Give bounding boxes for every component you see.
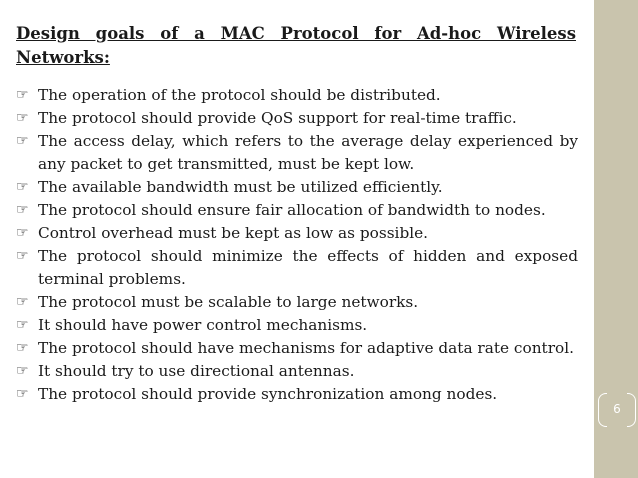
list-item [16, 360, 578, 383]
pointing-hand-icon: ☞ [16, 340, 29, 356]
pointing-hand-icon: ☞ [16, 248, 29, 264]
bullet-list [16, 84, 578, 406]
bullet-text: It should try to use directional antennas. [38, 362, 355, 380]
bullet-text: The protocol should ensure fair allocation of bandwidth to nodes. [38, 201, 546, 219]
list-item [16, 130, 578, 176]
list-item [16, 84, 578, 107]
page-number: 6 [613, 402, 621, 416]
list-item [16, 245, 578, 291]
pointing-hand-icon: ☞ [16, 179, 29, 195]
slide-title: Design goals of a MAC Protocol for Ad-hoc Wireless Networks: [16, 24, 576, 67]
list-item [16, 176, 578, 199]
bullet-text: The protocol should provide QoS support for real-time traffic. [38, 109, 517, 127]
pointing-hand-icon: ☞ [16, 386, 29, 402]
bullet-text: The protocol should minimize the effects of hidden and exposed terminal problems. [38, 247, 578, 288]
bullet-text: The access delay, which refers to the average delay experienced by any packet to get transmitted, must be kept low. [38, 132, 578, 173]
bullet-text: Control overhead must be kept as low as possible. [38, 224, 429, 242]
list-item [16, 337, 578, 360]
bullet-text: The protocol must be scalable to large networks. [38, 293, 419, 311]
list-item [16, 222, 578, 245]
bullet-text: The protocol should provide synchronization among nodes. [38, 385, 498, 403]
list-item [16, 199, 578, 222]
list-item [16, 291, 578, 314]
list-item [16, 314, 578, 337]
pointing-hand-icon: ☞ [16, 225, 29, 241]
pointing-hand-icon: ☞ [16, 133, 29, 149]
bullet-text: The available bandwidth must be utilized efficiently. [38, 178, 443, 196]
pointing-hand-icon: ☞ [16, 363, 29, 379]
bullet-text: It should have power control mechanisms. [38, 316, 368, 334]
pointing-hand-icon: ☞ [16, 317, 29, 333]
page-number-badge [598, 393, 636, 427]
bullet-text: The operation of the protocol should be distributed. [38, 86, 441, 104]
bullet-text: The protocol should have mechanisms for adaptive data rate control. [38, 339, 574, 357]
list-item [16, 107, 578, 130]
pointing-hand-icon: ☞ [16, 110, 29, 126]
pointing-hand-icon: ☞ [16, 294, 29, 310]
list-item [16, 383, 578, 406]
pointing-hand-icon: ☞ [16, 87, 29, 103]
pointing-hand-icon: ☞ [16, 202, 29, 218]
